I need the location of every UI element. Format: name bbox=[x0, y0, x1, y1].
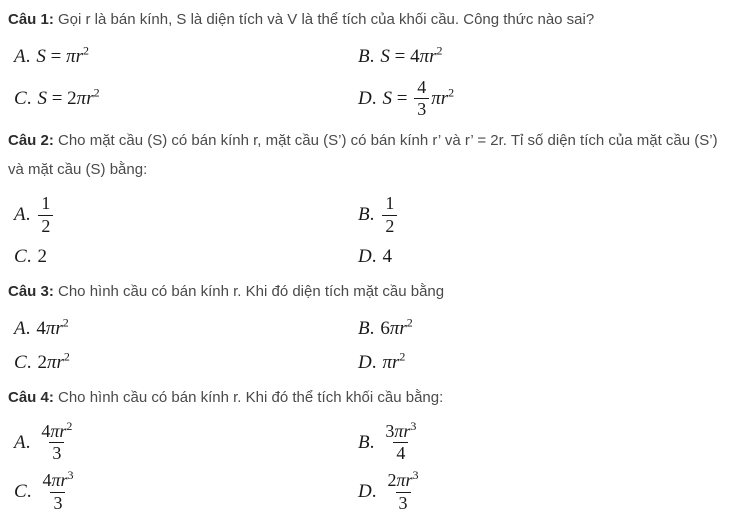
option-formula: $\frac{2\pi r^3}{3}$ bbox=[387, 468, 419, 513]
option-letter: C. bbox=[14, 245, 32, 267]
question-body: Gọi r là bán kính, S là diện tích và V là thể tích của khối cầu. Công thức nào sai? bbox=[53, 11, 595, 28]
option-formula: $S = 4\pi r^2$ bbox=[380, 43, 443, 67]
option-letter: A. bbox=[14, 46, 31, 67]
option-formula: $S = \pi r^2$ bbox=[36, 43, 90, 67]
question-list bbox=[8, 5, 739, 517]
option-letter: A. bbox=[14, 204, 31, 226]
question-body: Cho hình cầu có bán kính r. Khi đó diện tích mặt cầu bằng bbox=[53, 282, 445, 300]
options-grid bbox=[14, 312, 739, 380]
q3-option-a bbox=[14, 312, 358, 346]
q2-option-a bbox=[14, 190, 358, 239]
option-formula: $\frac{3\pi r^3}{4}$ bbox=[385, 418, 417, 464]
option-letter: B. bbox=[358, 46, 375, 67]
option-formula: S = $\frac{4}{3}$ $\pi r^2$ bbox=[382, 77, 455, 120]
option-formula: 4 bbox=[382, 245, 392, 267]
q1-option-d bbox=[358, 74, 739, 123]
option-letter: D. bbox=[358, 87, 377, 109]
q1-option-c bbox=[14, 74, 358, 123]
option-letter: B. bbox=[358, 317, 375, 339]
question-block-4 bbox=[8, 383, 739, 517]
question-block-3 bbox=[8, 277, 739, 380]
question-block-1 bbox=[8, 5, 739, 123]
q4-option-b bbox=[358, 418, 739, 467]
question-label: Câu 3: bbox=[8, 282, 54, 300]
option-formula: $2\pi r^2$ bbox=[37, 349, 70, 373]
q2-option-d bbox=[358, 240, 739, 274]
question-text bbox=[8, 126, 720, 184]
option-formula: $\pi r^2$ bbox=[382, 349, 406, 373]
q3-option-c bbox=[14, 346, 358, 380]
option-letter: C. bbox=[14, 481, 32, 503]
option-formula: $\frac{1}{2}$ bbox=[380, 193, 399, 236]
option-formula: $6\pi r^2$ bbox=[380, 315, 413, 339]
question-label: Câu 1: bbox=[8, 11, 54, 28]
question-text bbox=[8, 5, 720, 34]
option-letter: C. bbox=[14, 87, 32, 109]
question-body: Cho hình cầu có bán kính r. Khi đó thể tích khối cầu bằng: bbox=[53, 388, 444, 406]
options-grid bbox=[14, 40, 739, 123]
option-letter: B. bbox=[358, 204, 375, 226]
option-formula: $\frac{4\pi r^2}{3}$ bbox=[41, 418, 73, 464]
option-letter: D. bbox=[358, 245, 377, 267]
option-letter: D. bbox=[358, 481, 377, 503]
option-formula: $4\pi r^2$ bbox=[36, 315, 69, 339]
option-letter: D. bbox=[358, 351, 377, 373]
q4-option-c bbox=[14, 467, 358, 516]
q2-option-c bbox=[14, 240, 358, 274]
option-formula: 2 bbox=[37, 245, 47, 267]
q3-option-d bbox=[358, 346, 739, 380]
question-text bbox=[8, 277, 720, 306]
options-grid bbox=[14, 190, 739, 273]
option-letter: B. bbox=[358, 431, 375, 453]
option-letter: A. bbox=[14, 317, 31, 339]
option-formula: $\frac{4\pi r^3}{3}$ bbox=[42, 468, 74, 513]
q1-option-a bbox=[14, 40, 358, 74]
option-letter: C. bbox=[14, 351, 32, 373]
question-block-2 bbox=[8, 126, 739, 273]
option-formula: $S = 2\pi r^2$ bbox=[37, 85, 100, 109]
options-grid bbox=[14, 418, 739, 517]
question-label: Câu 4: bbox=[8, 388, 54, 406]
q4-option-a bbox=[14, 418, 358, 467]
question-body: Cho mặt cầu (S) có bán kính r, mặt cầu (S’) có bán kính r’ và r’ = 2r. Tỉ số diện tích của mặt cầu (S’) và mặt cầu (S) bằng: bbox=[8, 132, 718, 179]
question-label: Câu 2: bbox=[8, 132, 54, 150]
q4-option-d bbox=[358, 467, 739, 516]
q3-option-b bbox=[358, 312, 739, 346]
question-text bbox=[8, 383, 720, 412]
option-letter: A. bbox=[14, 431, 31, 453]
q1-option-b bbox=[358, 40, 739, 74]
option-formula: $\frac{1}{2}$ bbox=[36, 193, 55, 236]
q2-option-b bbox=[358, 190, 739, 239]
